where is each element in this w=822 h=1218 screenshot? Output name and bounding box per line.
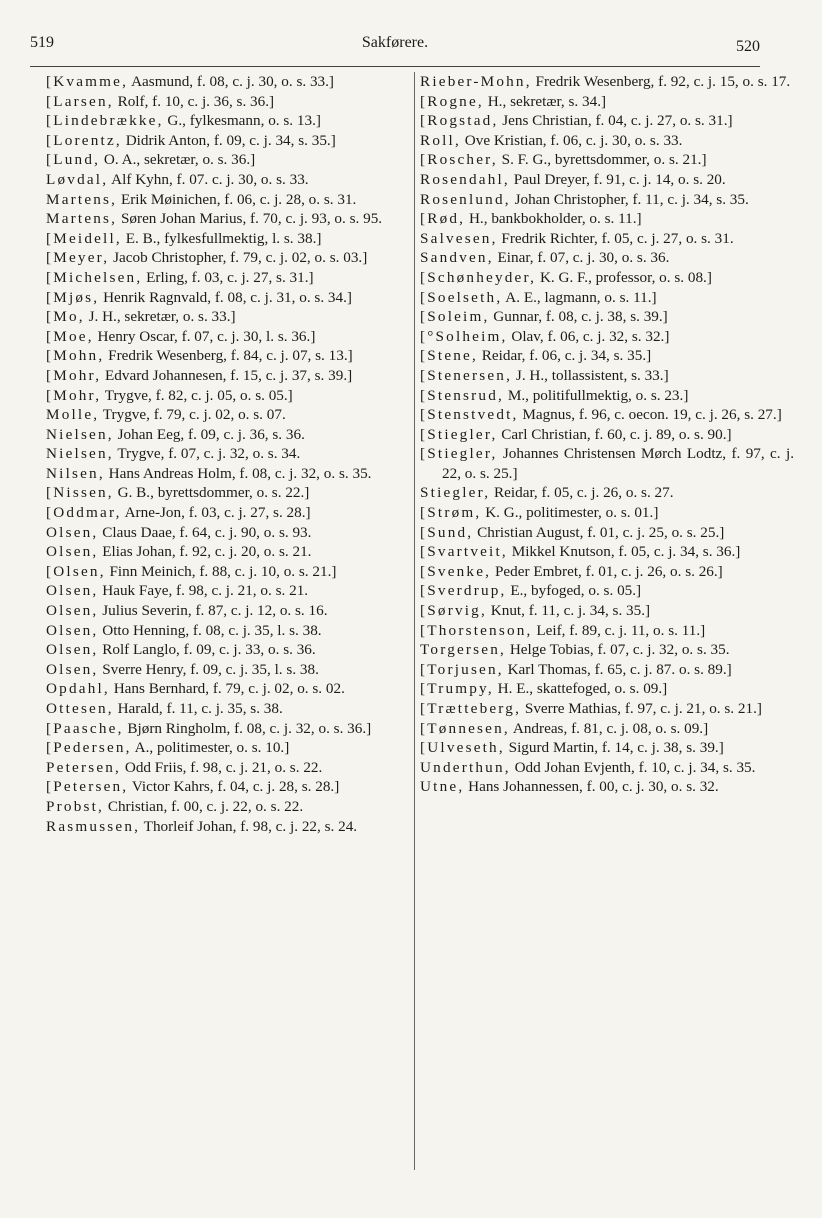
entry-details: Leif, f. 89, c. j. 11, o. s. 11.] (532, 621, 706, 639)
entry-surname: Opdahl, (46, 680, 110, 698)
directory-entry (420, 640, 794, 660)
directory-entry (420, 92, 794, 112)
entry-details: Fredrik Wesenberg, f. 92, c. j. 15, o. s. 17. (531, 73, 791, 90)
entry-surname: [Rogstad, (420, 112, 499, 130)
entry-surname: [Svenke, (420, 562, 492, 580)
entry-surname: Roll, (420, 131, 461, 149)
entry-surname: Nielsen, (46, 425, 114, 443)
entry-details: Hans Andreas Holm, f. 08, c. j. 32, o. s. 35. (104, 464, 372, 482)
entry-surname: Molle, (46, 406, 100, 424)
directory-entry (420, 366, 794, 386)
entry-details: E. B., fylkesfullmektig, l. s. 38.] (121, 229, 322, 247)
entry-surname: [Stenersen, (420, 366, 513, 384)
entry-surname: Probst, (46, 797, 105, 815)
directory-entry (46, 229, 418, 249)
entry-surname: Utne, (420, 778, 465, 796)
entry-details: Odd Johan Evjenth, f. 10, c. j. 34, s. 35. (510, 758, 756, 776)
directory-entry (420, 150, 794, 170)
entry-surname: [Soelseth, (420, 288, 503, 306)
entry-surname: [Meyer, (46, 249, 110, 267)
entry-surname: Salvesen, (420, 229, 498, 247)
directory-entry (420, 542, 794, 562)
entry-surname: [Lund, (46, 151, 101, 169)
entry-details: Finn Meinich, f. 88, c. j. 10, o. s. 21.] (105, 562, 337, 580)
directory-entry (46, 503, 418, 523)
directory-entry (420, 425, 794, 445)
directory-entry (46, 307, 418, 327)
entry-surname: Underthun, (420, 758, 511, 776)
entry-surname: [Mohr, (46, 366, 102, 384)
directory-entry (46, 601, 418, 621)
entry-details: Reidar, f. 06, c. j. 34, s. 35.] (478, 347, 652, 365)
entry-details: Peder Embret, f. 01, c. j. 26, o. s. 26.] (491, 562, 723, 580)
entry-details: Victor Kahrs, f. 04, c. j. 28, s. 28.] (128, 778, 340, 796)
entry-details: G. B., byrettsdommer, o. s. 22.] (113, 484, 310, 502)
entry-surname: Rieber-Mohn, (420, 73, 532, 90)
entry-details: Didrik Anton, f. 09, c. j. 34, s. 35.] (121, 131, 336, 149)
entry-details: A. E., lagmann, o. s. 11.] (502, 288, 657, 306)
directory-entry (420, 209, 794, 229)
directory-entry (46, 719, 418, 739)
directory-entry (420, 562, 794, 582)
entry-surname: [Roscher, (420, 151, 498, 169)
directory-entry (46, 111, 418, 131)
entry-details: Ove Kristian, f. 06, c. j. 30, o. s. 33. (460, 131, 683, 149)
entry-details: Fredrik Richter, f. 05, c. j. 27, o. s. 31. (497, 229, 734, 247)
directory-entry (46, 797, 418, 817)
column-divider (414, 72, 415, 1170)
entry-surname: [Rød, (420, 210, 466, 228)
entry-surname: [Stenstvedt, (420, 406, 519, 424)
directory-entry (46, 562, 418, 582)
entry-details: Elias Johan, f. 92, c. j. 20, o. s. 21. (98, 543, 312, 561)
directory-entry (420, 288, 794, 308)
entry-surname: [Thorstenson, (420, 621, 533, 639)
left-column (46, 72, 418, 836)
directory-entry (420, 405, 794, 425)
entry-surname: [Mohn, (46, 347, 105, 365)
entry-surname: Martens, (46, 190, 118, 208)
entry-surname: [Oddmar, (46, 504, 122, 522)
page-header (30, 34, 760, 58)
directory-entry (46, 679, 418, 699)
entry-details: Christian, f. 00, c. j. 22, o. s. 22. (104, 797, 304, 815)
entry-details: Einar, f. 07, c. j. 30, o. s. 36. (493, 249, 670, 267)
directory-entry (420, 719, 794, 739)
directory-entry (420, 72, 794, 92)
entry-details: Harald, f. 11, c. j. 35, s. 38. (113, 700, 283, 717)
directory-entry (420, 268, 794, 288)
entry-surname: [Paasche, (46, 719, 124, 737)
directory-entry (420, 248, 794, 268)
directory-entry (46, 817, 418, 837)
entry-details: Thorleif Johan, f. 98, c. j. 22, s. 24. (140, 817, 358, 835)
directory-entry (46, 150, 418, 170)
directory-entry (420, 111, 794, 131)
directory-entry (420, 307, 794, 327)
directory-entry (420, 777, 794, 797)
entry-surname: [Mo, (46, 308, 85, 326)
entry-details: Bjørn Ringholm, f. 08, c. j. 32, o. s. 36.] (123, 719, 372, 737)
directory-entry (420, 483, 794, 503)
entry-surname: [Strøm, (420, 504, 482, 522)
page-title: Sakførere. (361, 34, 429, 51)
directory-entry (46, 72, 418, 92)
entry-details: K. G. F., professor, o. s. 08.] (536, 268, 712, 286)
directory-entry (46, 581, 418, 601)
entry-details: G., fylkesmann, o. s. 13.] (163, 112, 321, 130)
entry-details: Julius Severin, f. 87, c. j. 12, o. s. 16. (98, 602, 328, 620)
entry-details: E., byfoged, o. s. 05.] (506, 582, 642, 600)
entry-details: Henry Oscar, f. 07, c. j. 30, l. s. 36.] (93, 327, 316, 345)
entry-details: Trygve, f. 82, c. j. 05, o. s. 05.] (101, 386, 293, 404)
entry-surname: [Schønheyder, (420, 268, 537, 286)
entry-surname: [Pedersen, (46, 739, 132, 757)
directory-entry (420, 621, 794, 641)
entry-details: Hans Bernhard, f. 79, c. j. 02, o. s. 02. (109, 680, 345, 698)
entry-details: Otto Henning, f. 08, c. j. 35, l. s. 38. (98, 621, 322, 639)
entry-surname: Olsen, (46, 602, 99, 620)
directory-entry (46, 699, 418, 719)
entry-details: A., politimester, o. s. 10.] (131, 739, 290, 757)
entry-details: Olav, f. 06, c. j. 32, s. 32.] (507, 327, 670, 345)
entry-details: H. E., skattefoged, o. s. 09.] (493, 680, 668, 698)
directory-entry (420, 444, 794, 483)
entry-details: Edvard Johannesen, f. 15, c. j. 37, s. 39.] (101, 366, 353, 384)
entry-details: J. H., tollassistent, s. 33.] (512, 366, 669, 384)
directory-entry (420, 679, 794, 699)
directory-entry (420, 170, 794, 190)
entry-details: Jacob Christopher, f. 79, c. j. 02, o. s. 03.] (109, 249, 368, 267)
entry-surname: [Mohr, (46, 386, 102, 404)
entry-surname: Olsen, (46, 543, 99, 561)
entry-surname: [Stene, (420, 347, 478, 365)
entry-surname: [Mjøs, (46, 288, 100, 306)
entry-details: Sigurd Martin, f. 14, c. j. 38, s. 39.] (504, 739, 724, 757)
page-number-right: 520 (736, 38, 760, 55)
entry-details: Odd Friis, f. 98, c. j. 21, o. s. 22. (121, 758, 323, 776)
entry-details: M., politifullmektig, o. s. 23.] (504, 386, 689, 404)
entry-details: K. G., politimester, o. s. 01.] (481, 504, 659, 522)
entry-details: Fredrik Wesenberg, f. 84, c. j. 07, s. 13.] (104, 347, 353, 365)
directory-entry (420, 503, 794, 523)
entry-surname: [Stiegler, (420, 445, 498, 463)
entry-surname: [Svartveit, (420, 543, 508, 561)
directory-entry (46, 268, 418, 288)
entry-surname: [Moe, (46, 327, 94, 345)
entry-surname: Rosenlund, (420, 190, 511, 208)
entry-details: Rolf Langlo, f. 09, c. j. 33, o. s. 36. (98, 641, 316, 659)
entry-surname: Nielsen, (46, 445, 114, 463)
entry-surname: [Lorentz, (46, 131, 122, 149)
directory-entry (420, 229, 794, 249)
entry-surname: [Soleim, (420, 308, 490, 326)
entry-surname: [Tønnesen, (420, 719, 510, 737)
entry-surname: [Michelsen, (46, 268, 143, 286)
directory-entry (46, 444, 418, 464)
entry-details: J. H., sekretær, o. s. 33.] (84, 308, 236, 326)
entry-details: Erik Møinichen, f. 06, c. j. 28, o. s. 31. (117, 190, 357, 208)
entry-surname: [Stiegler, (420, 425, 498, 443)
directory-entry (46, 523, 418, 543)
directory-entry (420, 386, 794, 406)
entry-details: Johan Christopher, f. 11, c. j. 34, s. 35. (510, 190, 749, 208)
entry-surname: [Meidell, (46, 229, 122, 247)
entry-surname: [Kvamme, (46, 73, 129, 90)
entry-details: Johan Eeg, f. 09, c. j. 36, s. 36. (113, 425, 305, 443)
directory-entry (420, 190, 794, 210)
entry-surname: [Olsen, (46, 562, 106, 580)
entry-details: Trygve, f. 79, c. j. 02, o. s. 07. (99, 406, 286, 424)
page-number-left: 519 (30, 34, 54, 51)
entry-details: Sverre Henry, f. 09, c. j. 35, l. s. 38. (98, 660, 319, 678)
directory-entry (420, 601, 794, 621)
directory-entry (420, 346, 794, 366)
entry-surname: [Ulveseth, (420, 739, 505, 757)
entry-surname: Olsen, (46, 660, 99, 678)
directory-entry (46, 405, 418, 425)
directory-entry (46, 288, 418, 308)
directory-entry (420, 523, 794, 543)
right-column (420, 72, 794, 797)
entry-details: Magnus, f. 96, c. oecon. 19, c. j. 26, s. 27.] (518, 406, 782, 424)
entry-surname: Løvdal, (46, 170, 109, 188)
entry-surname: Rosendahl, (420, 170, 510, 188)
directory-entry (46, 758, 418, 778)
entry-details: Jens Christian, f. 04, c. j. 27, o. s. 31.] (498, 112, 733, 130)
directory-entry (46, 542, 418, 562)
directory-entry (420, 699, 794, 719)
directory-entry (420, 758, 794, 778)
entry-details: Paul Dreyer, f. 91, c. j. 14, o. s. 20. (509, 170, 726, 188)
directory-entry (46, 464, 418, 484)
entry-details: Christian August, f. 01, c. j. 25, o. s. 25.] (473, 523, 725, 541)
entry-details: Knut, f. 11, c. j. 34, s. 35.] (486, 602, 651, 620)
entry-details: Sverre Mathias, f. 97, c. j. 21, o. s. 21.] (521, 700, 762, 717)
directory-entry (46, 386, 418, 406)
directory-entry (420, 738, 794, 758)
entry-details: Trygve, f. 07, c. j. 32, o. s. 34. (113, 445, 301, 463)
entry-details: H., bankbokholder, o. s. 11.] (465, 210, 642, 228)
entry-details: Carl Christian, f. 60, c. j. 89, o. s. 90.] (497, 425, 732, 443)
directory-entry (46, 738, 418, 758)
entry-surname: [Sund, (420, 523, 474, 541)
directory-entry (420, 327, 794, 347)
entry-details: Søren Johan Marius, f. 70, c. j. 93, o. s. 95. (117, 210, 383, 228)
entry-surname: Petersen, (46, 758, 122, 776)
entry-surname: [Rogne, (420, 92, 484, 110)
entry-details: O. A., sekretær, o. s. 36.] (100, 151, 256, 169)
directory-entry (420, 660, 794, 680)
entry-details: Hauk Faye, f. 98, c. j. 21, o. s. 21. (98, 582, 309, 600)
entry-surname: [Lindebrække, (46, 112, 164, 130)
entry-surname: [Sørvig, (420, 602, 487, 620)
directory-entry (46, 366, 418, 386)
entry-surname: [°Solheim, (420, 327, 508, 345)
entry-surname: Olsen, (46, 582, 99, 600)
directory-entry (46, 190, 418, 210)
entry-surname: Martens, (46, 210, 118, 228)
directory-entry (46, 483, 418, 503)
entry-details: Henrik Ragnvald, f. 08, c. j. 31, o. s. 34.] (99, 288, 352, 306)
entry-details: Mikkel Knutson, f. 05, c. j. 34, s. 36.] (507, 543, 741, 561)
entry-details: Gunnar, f. 08, c. j. 38, s. 39.] (489, 308, 668, 326)
entry-surname: Ottesen, (46, 700, 114, 717)
entry-surname: [Larsen, (46, 92, 114, 110)
entry-details: Rolf, f. 10, c. j. 36, s. 36.] (113, 92, 275, 110)
entry-surname: Olsen, (46, 621, 99, 639)
entry-surname: [Trumpy, (420, 680, 494, 698)
entry-surname: Olsen, (46, 641, 99, 659)
header-rule (30, 66, 760, 67)
directory-entry (46, 621, 418, 641)
entry-surname: Torgersen, (420, 641, 507, 659)
entry-details: Arne-Jon, f. 03, c. j. 27, s. 28.] (121, 504, 311, 522)
entry-surname: [Sverdrup, (420, 582, 507, 600)
directory-entry (420, 131, 794, 151)
entry-surname: [Trætteberg, (420, 700, 522, 717)
directory-entry (46, 131, 418, 151)
directory-entry (46, 92, 418, 112)
entry-surname: Rasmussen, (46, 817, 141, 835)
directory-entry (46, 346, 418, 366)
entry-surname: [Petersen, (46, 778, 129, 796)
entry-details: S. F. G., byrettsdommer, o. s. 21.] (497, 151, 707, 169)
entry-details: H., sekretær, s. 34.] (483, 92, 607, 110)
entry-details: Reidar, f. 05, c. j. 26, o. s. 27. (490, 484, 674, 502)
directory-entry (46, 170, 418, 190)
entry-surname: Olsen, (46, 523, 99, 541)
entry-surname: [Nissen, (46, 484, 114, 502)
directory-entry (46, 425, 418, 445)
entry-details: Alf Kyhn, f. 07. c. j. 30, o. s. 33. (108, 170, 309, 188)
entry-details: Claus Daae, f. 64, c. j. 90, o. s. 93. (98, 523, 312, 541)
entry-surname: [Torjusen, (420, 660, 504, 678)
entry-details: Helge Tobias, f. 07, c. j. 32, o. s. 35. (506, 641, 730, 659)
entry-surname: Sandven, (420, 249, 494, 267)
directory-entry (46, 777, 418, 797)
directory-entry (46, 327, 418, 347)
entry-details: Erling, f. 03, c. j. 27, s. 31.] (142, 268, 314, 286)
entry-details: Andreas, f. 81, c. j. 08, o. s. 09.] (509, 719, 709, 737)
entry-details: Karl Thomas, f. 65, c. j. 87. o. s. 89.] (503, 660, 732, 678)
entry-details: Aasmund, f. 08, c. j. 30, o. s. 33.] (128, 73, 334, 90)
entry-surname: Stiegler, (420, 484, 491, 502)
entry-details: Hans Johannessen, f. 00, c. j. 30, o. s. 32. (464, 778, 719, 796)
entry-surname: Nilsen, (46, 464, 105, 482)
directory-entry (46, 209, 418, 229)
directory-entry (420, 581, 794, 601)
directory-entry (46, 660, 418, 680)
entry-details: Johannes Christensen Mørch Lodtz, f. 97, c. j. 22, o. s. 25.] (442, 445, 794, 482)
entry-surname: [Stensrud, (420, 386, 505, 404)
directory-entry (46, 640, 418, 660)
directory-entry (46, 248, 418, 268)
